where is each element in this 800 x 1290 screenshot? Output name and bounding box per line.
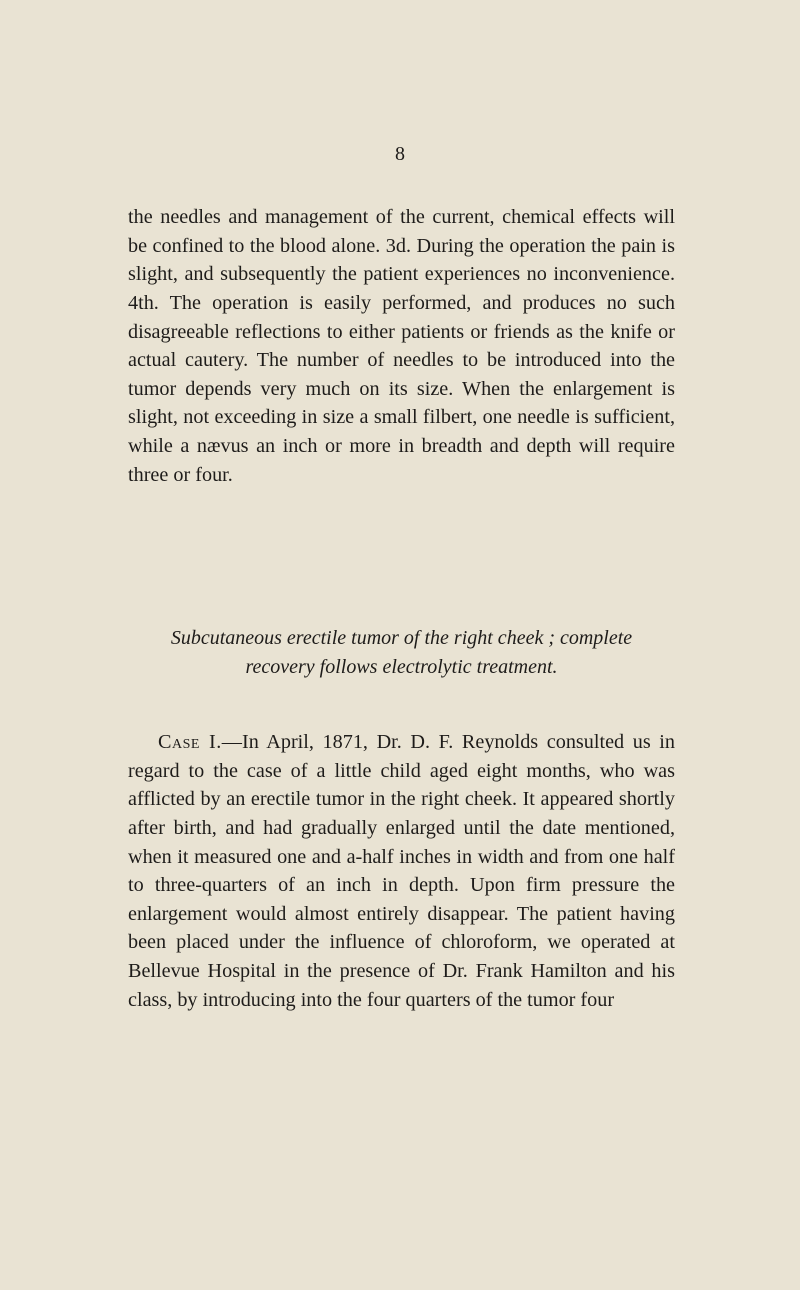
body-paragraph-2 [128, 728, 675, 1014]
case-label: Case I. [158, 731, 222, 754]
case-heading-line-2: recovery follows electrolytic treatment. [245, 656, 558, 678]
case-heading [128, 624, 675, 682]
body-paragraph-1: the needles and management of the current, chemical effects will be confined to the blood alone. 3d. During the operation the pain is slight, and subsequently the patient experiences no inconvenience. 4th. The operation is easily performed, and produces no such disagreeable reflections to either patients or friends as the knife or actual cautery. The number of needles to be introduced into the tumor depends very much on its size. When the enlargement is slight, not exceeding in size a small filbert, one needle is sufficient, while a nævus an inch or more in breadth and depth will require three or four. [128, 206, 675, 486]
case-heading-line-1: Subcutaneous erectile tumor of the right cheek ; complete [170, 627, 633, 649]
page-number: 8 [395, 143, 405, 165]
case-text: —In April, 1871, Dr. D. F. Reynolds consulted us in regard to the case of a little child aged eight months, who was afflicted by an erectile tumor in the right cheek. It appeared shortly after birth, and had gradually enlarged until the date mentioned, when it measured one and a-half inches in width and from one half to three-quarters of an inch in depth. Upon firm pressure the enlargement would almost entirely disappear. The patient having been placed under the influence of chloroform, we operated at Bellevue Hospital in the presence of Dr. Frank Hamilton and his class, by introducing into the four quarters of the tumor four [128, 731, 675, 1011]
